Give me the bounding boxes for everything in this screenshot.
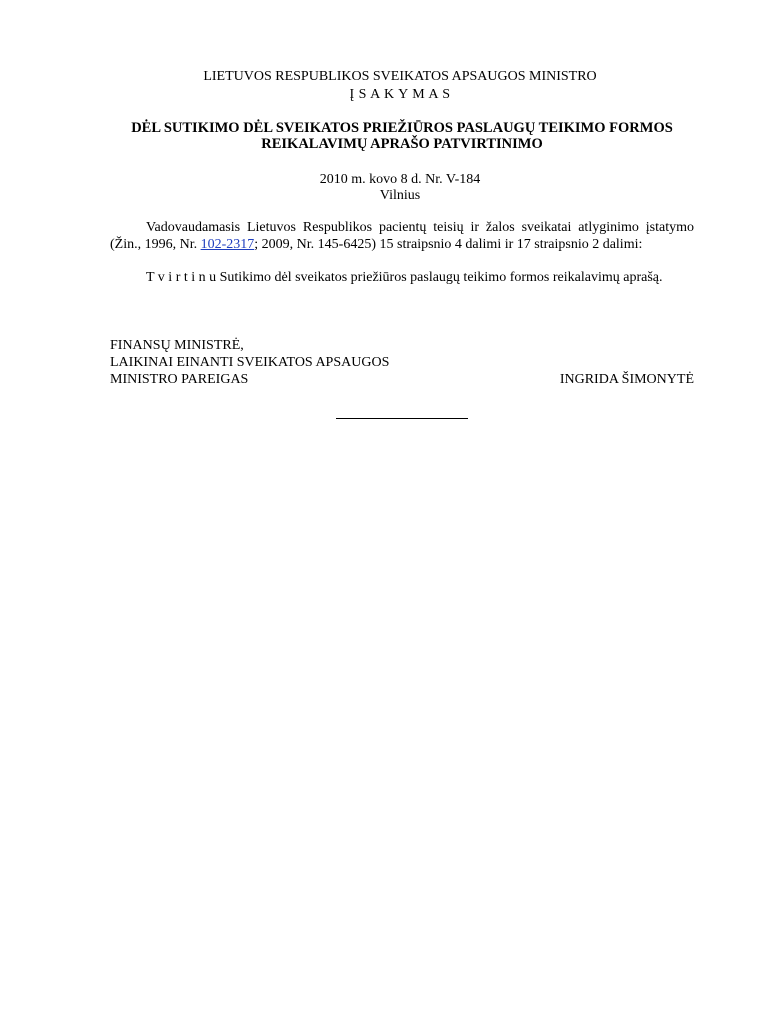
gazette-reference-link[interactable]: 102-2317 (200, 236, 255, 252)
signatory-name: INGRIDA ŠIMONYTĖ (559, 372, 694, 387)
paragraph-text-end: ; 2009, Nr. 145-6425) 15 straipsnio 4 dalimi ir 17 straipsnio 2 dalimi: (254, 236, 643, 252)
document-city: Vilnius (379, 188, 421, 203)
document-title-line-1: DĖL SUTIKIMO DĖL SVEIKATOS PRIEŽIŪROS PASLAUGŲ TEIKIMO FORMOS (131, 120, 673, 136)
document-date-number: 2010 m. kovo 8 d. Nr. V-184 (319, 172, 481, 187)
signatory-title-line-3: MINISTRO PAREIGAS (110, 372, 249, 387)
document-type-heading: Į S A K Y M A S (349, 87, 451, 102)
body-paragraph-legal-basis (110, 220, 694, 253)
signatory-title-line-1: FINANSŲ MINISTRĖ, (110, 338, 244, 353)
document-title-line-2: REIKALAVIMŲ APRAŠO PATVIRTINIMO (261, 136, 543, 152)
ministry-heading: LIETUVOS RESPUBLIKOS SVEIKATOS APSAUGOS MINISTRO (203, 69, 597, 84)
paragraph-text-start: Vadovaudamasis Lietuvos Respublikos pacientų teisių ir žalos sveikatai atlyginimo įstatymo (Žin., 1996, Nr. (110, 220, 694, 252)
body-paragraph-approval: T v i r t i n u Sutikimo dėl sveikatos priežiūros paslaugų teikimo formos reikalavimų aprašą. (146, 270, 663, 285)
end-of-document-rule (336, 418, 468, 419)
signatory-title-line-2: LAIKINAI EINANTI SVEIKATOS APSAUGOS (110, 355, 390, 370)
